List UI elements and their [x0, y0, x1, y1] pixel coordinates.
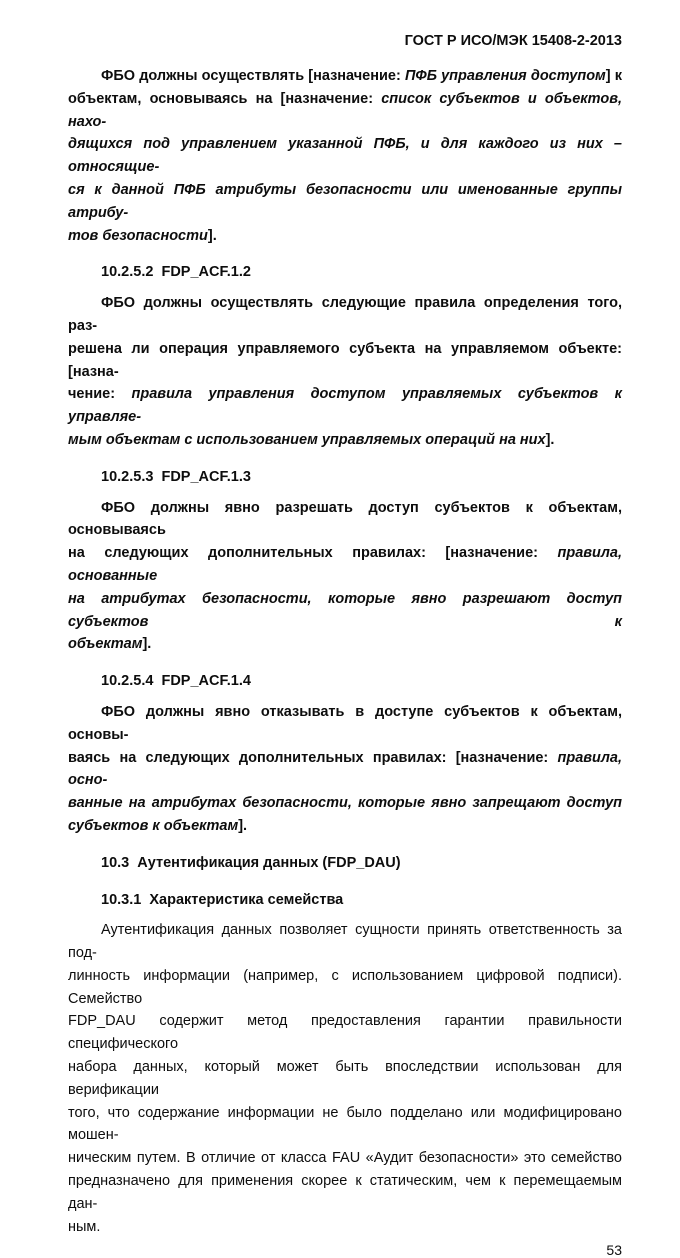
- text-run: того, что содержание информации не было подделано или модифицировано мошен-: [68, 1104, 622, 1144]
- text-run: на атрибутах безопасности, которые явно разрешают доступ субъектов к: [68, 590, 622, 630]
- text-run: линность информации (например, с использованием цифровой подписи). Семейство: [68, 967, 622, 1007]
- text-line: [68, 65, 622, 88]
- text-run: правила, основанные: [68, 545, 622, 584]
- text-line: [68, 633, 622, 656]
- text-run: ФБО должны осуществлять [назначение:: [101, 68, 405, 84]
- text-run: ФБО должны явно разрешать доступ субъектов к объектам, основываясь: [68, 499, 622, 539]
- text-run: объектам, основываясь на [назначение:: [68, 90, 382, 107]
- text-line: [68, 1170, 622, 1216]
- text-run: решена ли операция управляемого субъекта на управляемом объекте: [назна-: [68, 340, 622, 380]
- section-heading: 10.3.1 Характеристика семейства: [101, 891, 344, 908]
- paragraph: [68, 919, 622, 1238]
- text-run: тов безопасности: [68, 227, 208, 244]
- text-run: ].: [545, 431, 555, 448]
- text-run: ФБО должны осуществлять следующие правила определения того, раз-: [68, 295, 622, 334]
- text-run: предназначено для применения скорее к статическим, чем к перемещаемым дан-: [68, 1173, 622, 1212]
- text-run: мым объектам с использованием управляемых операций на них: [68, 431, 546, 448]
- section-heading: 10.2.5.3 FDP_ACF.1.3: [101, 468, 251, 485]
- text-line: [68, 965, 622, 1011]
- text-line: [68, 338, 622, 384]
- text-run: объектам: [68, 636, 143, 653]
- text-run: правила управления доступом управляемых субъектов к управляе-: [68, 386, 623, 426]
- text-line: [68, 133, 622, 179]
- text-line: [68, 179, 622, 225]
- text-line: [68, 1056, 622, 1102]
- text-line: [68, 542, 622, 588]
- text-line: [68, 1216, 622, 1239]
- paragraph: [68, 292, 622, 452]
- text-run: ническим путем. В отличие от класса FAU «Аудит безопасности» это семейство: [68, 1150, 622, 1167]
- text-run: чение:: [68, 386, 132, 403]
- text-line: [68, 747, 622, 793]
- text-line: [68, 292, 622, 338]
- paragraph: [68, 701, 622, 838]
- text-run: субъектов к объектам: [68, 817, 239, 834]
- standard-number-header: ГОСТ Р ИСО/МЭК 15408-2-2013: [404, 33, 622, 49]
- text-line: [68, 588, 622, 634]
- text-line: [68, 1102, 622, 1148]
- text-run: ПФБ управления доступом: [404, 68, 606, 84]
- text-run: FDP_DAU содержит метод предоставления гарантии правильности специфического: [68, 1013, 622, 1053]
- text-line: [68, 429, 622, 452]
- text-line: [68, 225, 622, 248]
- text-run: ].: [207, 227, 217, 244]
- text-run: ФБО должны явно отказывать в доступе субъектов к объектам, основы-: [68, 703, 622, 743]
- text-line: [68, 497, 622, 543]
- paragraph: [68, 497, 622, 657]
- text-run: ся к данной ПФБ атрибуты безопасности или именованные группы атрибу-: [68, 181, 622, 221]
- document-body: [68, 65, 622, 1238]
- text-line: [68, 1147, 622, 1170]
- section-heading: 10.2.5.2 FDP_ACF.1.2: [101, 264, 251, 281]
- text-run: ванные на атрибутах безопасности, которые явно запрещают доступ: [68, 795, 622, 812]
- text-run: ваясь на следующих дополнительных правилах: [назначение:: [68, 749, 558, 766]
- text-line: [68, 701, 622, 747]
- text-run: ].: [238, 817, 248, 834]
- text-run: дящихся под управлением указанной ПФБ, и для каждого из них – относящие-: [68, 136, 622, 176]
- text-line: [68, 88, 622, 134]
- text-line: [68, 383, 622, 429]
- text-run: набора данных, который может быть впоследствии использован для верификации: [68, 1059, 622, 1098]
- text-run: правила, осно-: [68, 749, 622, 789]
- page-number: 53: [606, 1242, 622, 1258]
- text-line: [68, 815, 622, 838]
- text-run: список субъектов и объектов, нахо-: [68, 90, 622, 130]
- text-run: ным.: [68, 1218, 101, 1235]
- paragraph: [68, 65, 622, 247]
- text-run: ] к: [605, 68, 622, 84]
- section-heading: 10.2.5.4 FDP_ACF.1.4: [101, 673, 251, 690]
- text-line: [68, 792, 622, 815]
- text-run: ].: [142, 636, 152, 653]
- text-run: на следующих дополнительных правилах: [назначение:: [68, 545, 558, 562]
- text-line: [68, 1010, 622, 1056]
- section-heading: 10.3 Аутентификация данных (FDP_DAU): [101, 854, 401, 871]
- text-line: [68, 919, 622, 965]
- text-run: Аутентификация данных позволяет сущности принять ответственность за под-: [68, 922, 622, 962]
